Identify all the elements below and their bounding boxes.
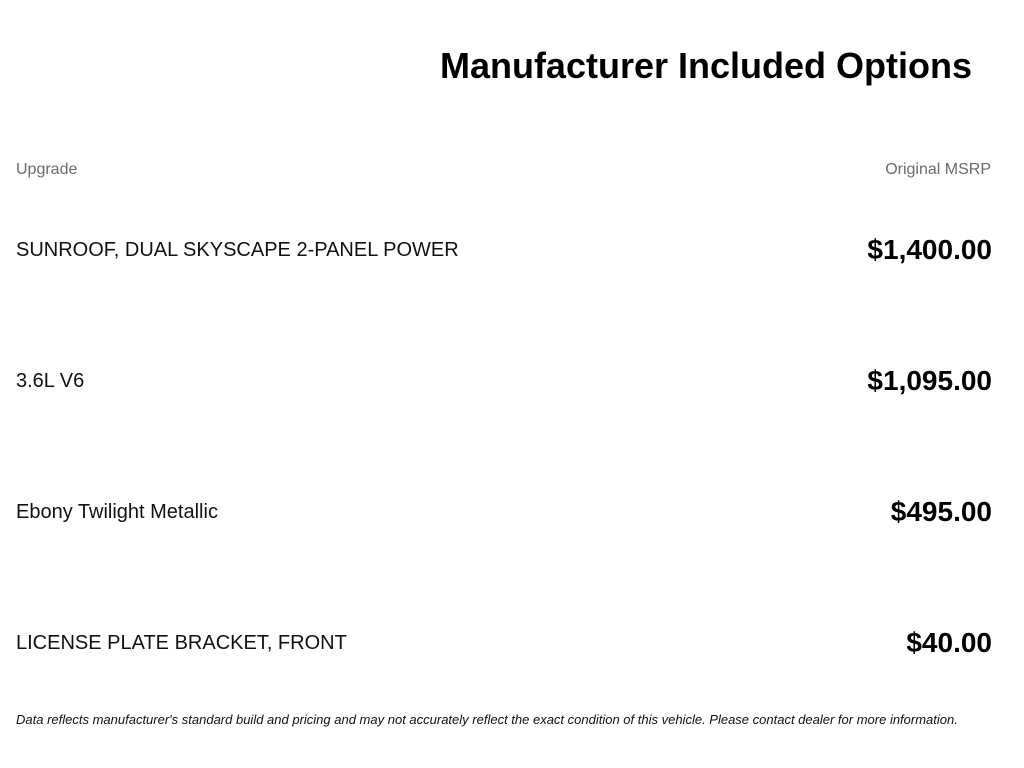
option-row: [16, 488, 992, 619]
option-price: $40.00: [906, 627, 992, 658]
option-row: [16, 619, 992, 750]
column-headers: [16, 160, 991, 180]
option-row: [16, 357, 992, 488]
page-title: Manufacturer Included Options: [439, 45, 972, 86]
option-name: Ebony Twilight Metallic: [16, 501, 218, 523]
option-price: $495.00: [890, 496, 992, 527]
option-name: LICENSE PLATE BRACKET, FRONT: [16, 632, 347, 654]
option-row: [16, 226, 992, 357]
option-price: $1,095.00: [867, 365, 992, 396]
disclaimer-text: Data reflects manufacturer's standard build and pricing and may not accurately reflect the exact condition of this vehicle. Please contact dealer for more information.: [16, 712, 958, 727]
options-list: [16, 226, 992, 750]
upgrade-column-header: Upgrade: [16, 161, 78, 178]
option-price: $1,400.00: [867, 234, 992, 265]
option-name: SUNROOF, DUAL SKYSCAPE 2-PANEL POWER: [16, 239, 459, 261]
option-name: 3.6L V6: [16, 370, 85, 392]
msrp-column-header: Original MSRP: [885, 161, 991, 178]
